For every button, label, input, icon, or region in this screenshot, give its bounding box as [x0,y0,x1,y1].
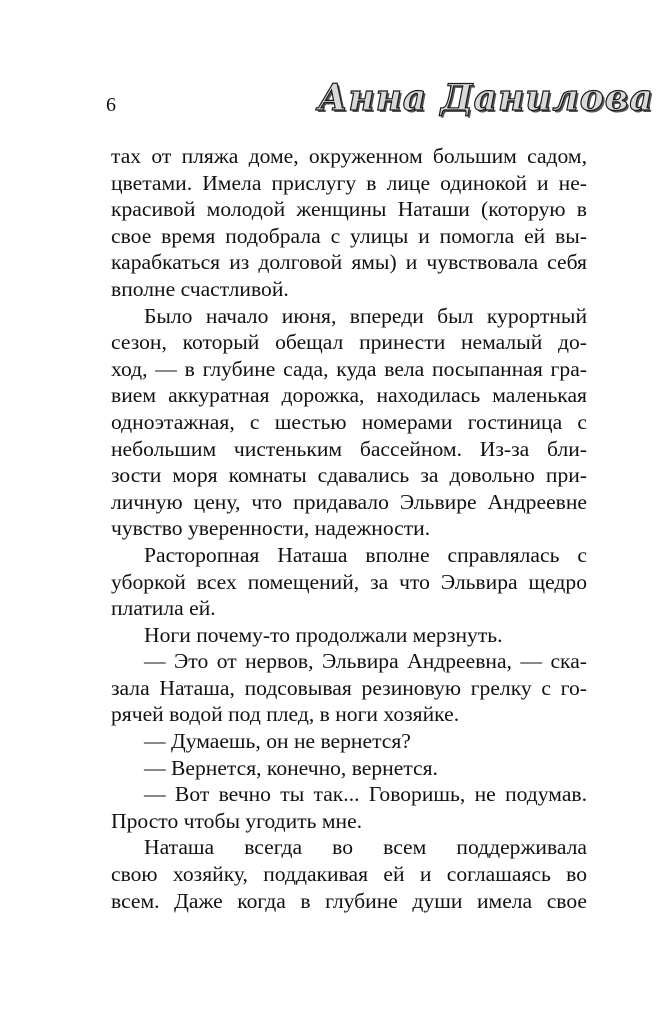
text-line: Расторопная Наташа вполне справлялась с [144,542,587,567]
text-line: — Думаешь, он не вернется? [144,729,411,754]
text-line: Было начало июня, впереди был курортный [144,303,587,328]
text-line: уборкой всех помещений, за что Эльвира щедро [111,569,587,594]
text-line: вполне счастливой. [111,276,289,301]
text-line: вием аккуратная дорожка, находилась маленькая [111,383,587,408]
text-line: свою хозяйку, поддакивая ей и соглашаясь во [111,862,587,887]
running-header-author: Анна Данилова [318,77,654,119]
text-line: рячей водой под плед, в ноги хозяйке. [111,702,460,727]
text-line: чувство уверенности, надежности. [111,516,431,541]
text-line: сезон, который обещал принести немалый до- [111,330,587,355]
text-line: Ноги почему-то продолжали мерзнуть. [144,622,503,647]
text-line: — Вернется, конечно, вернется. [144,755,438,780]
text-line: тах от пляжа доме, окруженном большим садом, [111,144,587,168]
text-line: Наташа всегда во всем поддерживала [144,835,587,860]
text-line: небольшим чистеньким бассейном. Из-за бли- [111,436,587,461]
text-line: зости моря комнаты сдавались за довольно при- [111,463,587,488]
text-line: всем. Даже когда в глубине души имела свое [111,888,587,913]
text-line: личную цену, что придавало Эльвире Андреевне [111,489,587,514]
text-line: цветами. Имела прислугу в лице одинокой и не- [111,170,587,195]
text-line: — Вот вечно ты так... Говоришь, не подумав. [144,782,587,807]
text-line: одноэтажная, с шестью номерами гостиница с [111,409,587,434]
text-line: карабкаться из долговой ямы) и чувствовала себя [111,250,587,275]
text-line: Просто чтобы угодить мне. [111,808,363,833]
text-line: красивой молодой женщины Наташи (которую в [111,197,587,222]
page-number: 6 [106,94,116,116]
text-line: зала Наташа, подсовывая резиновую грелку с го- [111,675,587,700]
text-line: ход, — в глубине сада, куда вела посыпанная гра- [111,356,587,381]
text-line: — Это от нервов, Эльвира Андреевна, — ска- [144,649,587,674]
text-line: платила ей. [111,596,216,621]
text-line: свое время подобрала с улицы и помогла ей вы- [111,223,587,248]
body-text [111,143,587,914]
